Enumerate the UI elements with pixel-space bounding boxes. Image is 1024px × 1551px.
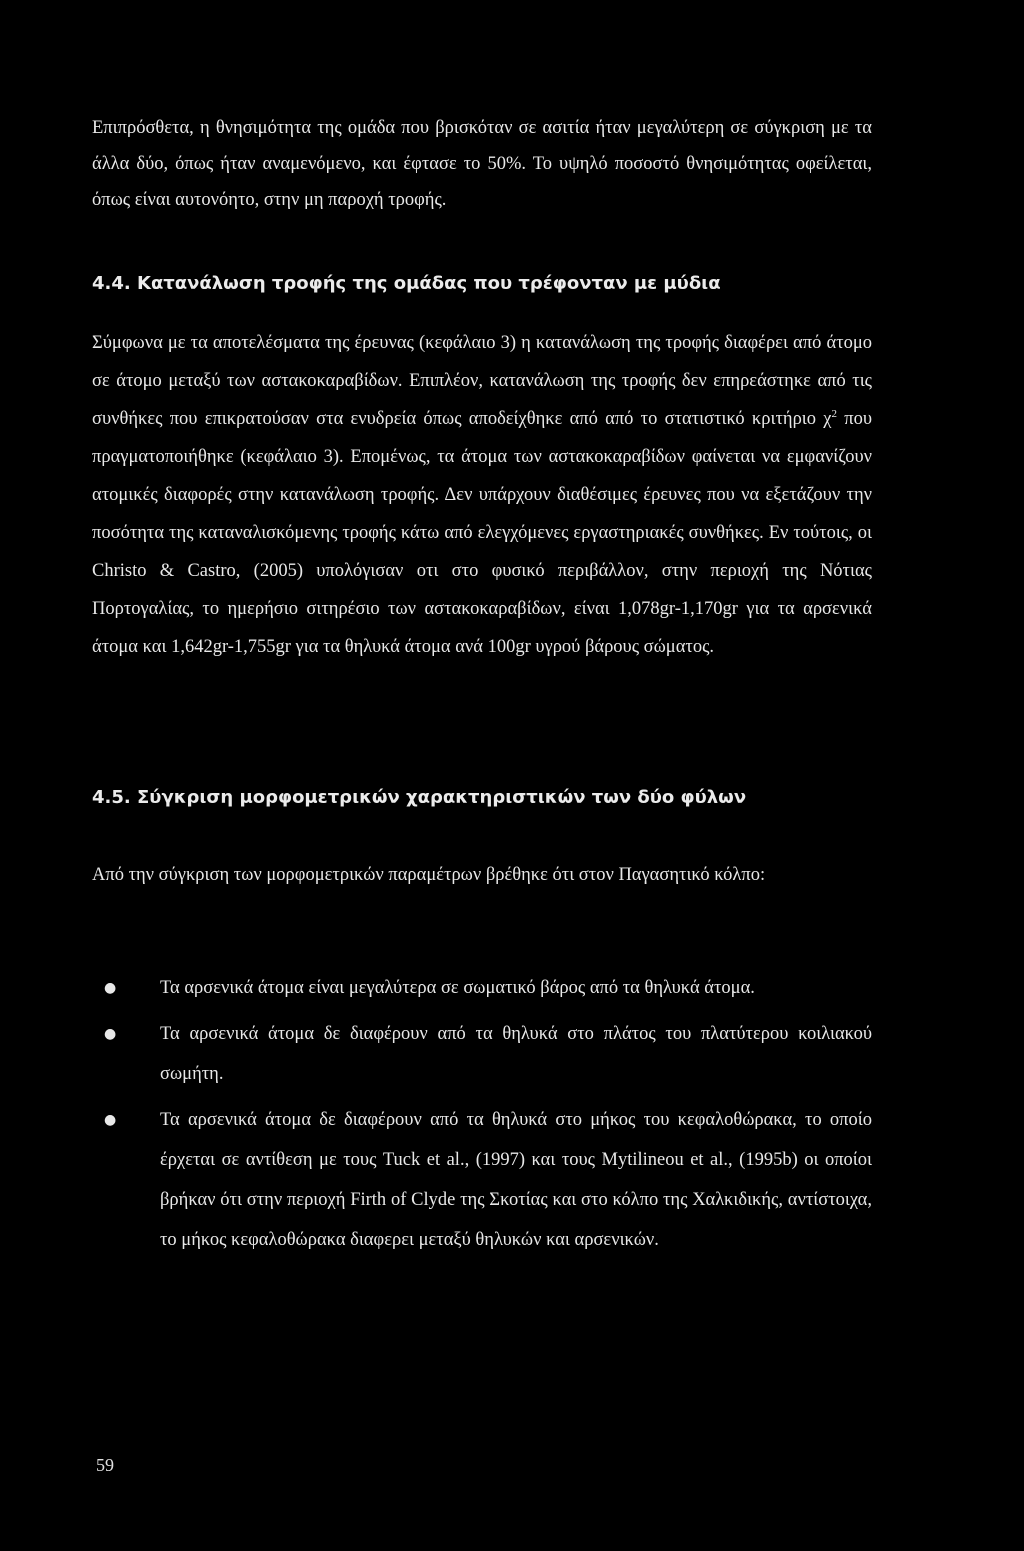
list-item-text: Τα αρσενικά άτομα δε διαφέρουν από τα θηλυκά στο μήκος του κεφαλοθώρακα, το οποίο έρχεται σε αντίθεση με τους Tuck et al., (1997) και τους Mytilineou et al., (1995b) οι οποίοι βρήκαν ότι στην περιοχή Firth of Clyde της Σκοτίας και στο κόλπο της Χαλκιδικής, αντίστοιχα, το μήκος κεφαλοθώρακα διαφερει μεταξύ θηλυκών και αρσενικών. — [160, 1110, 872, 1250]
list-item-text: Τα αρσενικά άτομα δε διαφέρουν από τα θηλυκά στο πλάτος του πλατύτερου κοιλιακού σωμήτη. — [160, 1024, 872, 1084]
bullet-icon: ● — [104, 980, 117, 996]
chi-square-superscript: 2 — [831, 407, 837, 420]
bullet-icon: ● — [104, 1026, 117, 1042]
intro-paragraph: Επιπρόσθετα, η θνησιμότητα της ομάδα που βρισκόταν σε ασιτία ήταν μεγαλύτερη σε σύγκριση με τα άλλα δύο, όπως ήταν αναμενόμενο, και έφτασε το 50%. Το υψηλό ποσοστό θνησιμότητας οφείλεται, όπως είναι αυτονόητο, στην μη παροχή τροφής. — [92, 118, 872, 210]
paragraph-text-part-2: που πραγματοποιήθηκε (κεφάλαιο 3). Επομένως, τα άτομα των αστακοκαραβίδων φαίνεται να εμφανίζουν ατομικές διαφορές στην κατανάλωση τροφής. Δεν υπάρχουν διαθέσιμες έρευνες που να εξετάζουν την ποσότητα της καταναλισκόμενης τροφής κάτω από ελεγχόμενες εργαστηριακές συνθήκες. Εν τούτοις, οι Christo & Castro, (2005) υπολόγισαν οτι στο φυσικό περιβάλλον, στην περιοχή της Νότιας Πορτογαλίας, το ημερήσιο σιτηρέσιο των αστακοκαραβίδων, είναι 1,078gr-1,170gr για τα αρσενικά άτομα και 1,642gr-1,755gr για τα θηλυκά άτομα ανά 100gr υγρού βάρους σώματος. — [92, 409, 872, 657]
findings-list — [92, 968, 872, 1266]
list-item — [92, 1014, 872, 1094]
list-item-text: Τα αρσενικά άτομα είναι μεγαλύτερα σε σωματικό βάρος από τα θηλυκά άτομα. — [160, 978, 755, 998]
section-4-5-paragraph: Από την σύγκριση των μορφομετρικών παραμέτρων βρέθηκε ότι στον Παγασητικό κόλπο: — [92, 865, 766, 885]
section-4-4-paragraph — [92, 324, 872, 666]
list-item — [92, 1100, 872, 1260]
list-item — [92, 968, 872, 1008]
paragraph-text-part-1: Σύμφωνα με τα αποτελέσματα της έρευνας (κεφάλαιο 3) η κατανάλωση της τροφής διαφέρει από άτομο σε άτομο μεταξύ των αστακοκαραβίδων. Επιπλέον, κατανάλωση της τροφής δεν επηρεάστηκε από τις συνθήκες που επικρατούσαν στα ενυδρεία όπως αποδείχθηκε από από το στατιστικό κριτήριο χ — [92, 333, 872, 429]
page-number: 59 — [96, 1455, 114, 1475]
section-heading-4-4: 4.4. Κατανάλωση τροφής της ομάδας που τρέφονταν με μύδια — [92, 273, 721, 294]
bullet-icon: ● — [104, 1112, 117, 1128]
section-heading-4-5: 4.5. Σύγκριση μορφομετρικών χαρακτηριστικών των δύο φύλων — [92, 787, 747, 808]
